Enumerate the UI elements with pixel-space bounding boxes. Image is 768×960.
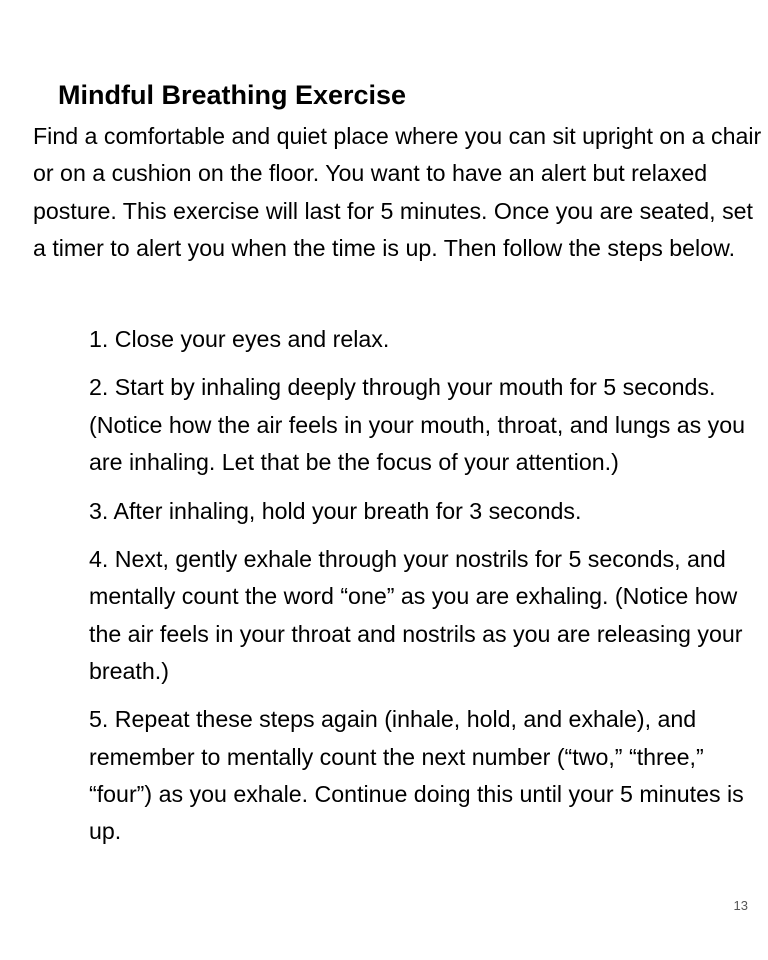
intro-paragraph: Find a comfortable and quiet place where you can sit upright on a chair or on a cushion on the floor. You want to have an alert but relaxed posture. This exercise will last for 5 minutes. Once you are seated, set a timer to alert you when the time is up. Then follow the steps below. [33, 123, 762, 262]
step-item: 1. Close your eyes and relax. [89, 326, 390, 352]
step-item: 5. Repeat these steps again (inhale, hold, and exhale), and remember to mentally count the next number (“two,” “three,” “four”) as you exhale. Continue doing this until your 5 minutes is up. [89, 706, 744, 845]
page-number: 13 [733, 898, 748, 913]
step-item: 4. Next, gently exhale through your nostrils for 5 seconds, and mentally count the word “one” as you are exhaling. (Notice how the air feels in your throat and nostrils as you are releasing your breath.) [89, 546, 743, 684]
page-title: Mindful Breathing Exercise [58, 80, 407, 110]
step-item: 3. After inhaling, hold your breath for 3 seconds. [89, 497, 582, 524]
steps-list [89, 321, 764, 851]
step-item: 2. Start by inhaling deeply through your mouth for 5 seconds. (Notice how the air feels in your mouth, throat, and lungs as you are inhaling. Let that be the focus of your attention.) [89, 374, 746, 476]
